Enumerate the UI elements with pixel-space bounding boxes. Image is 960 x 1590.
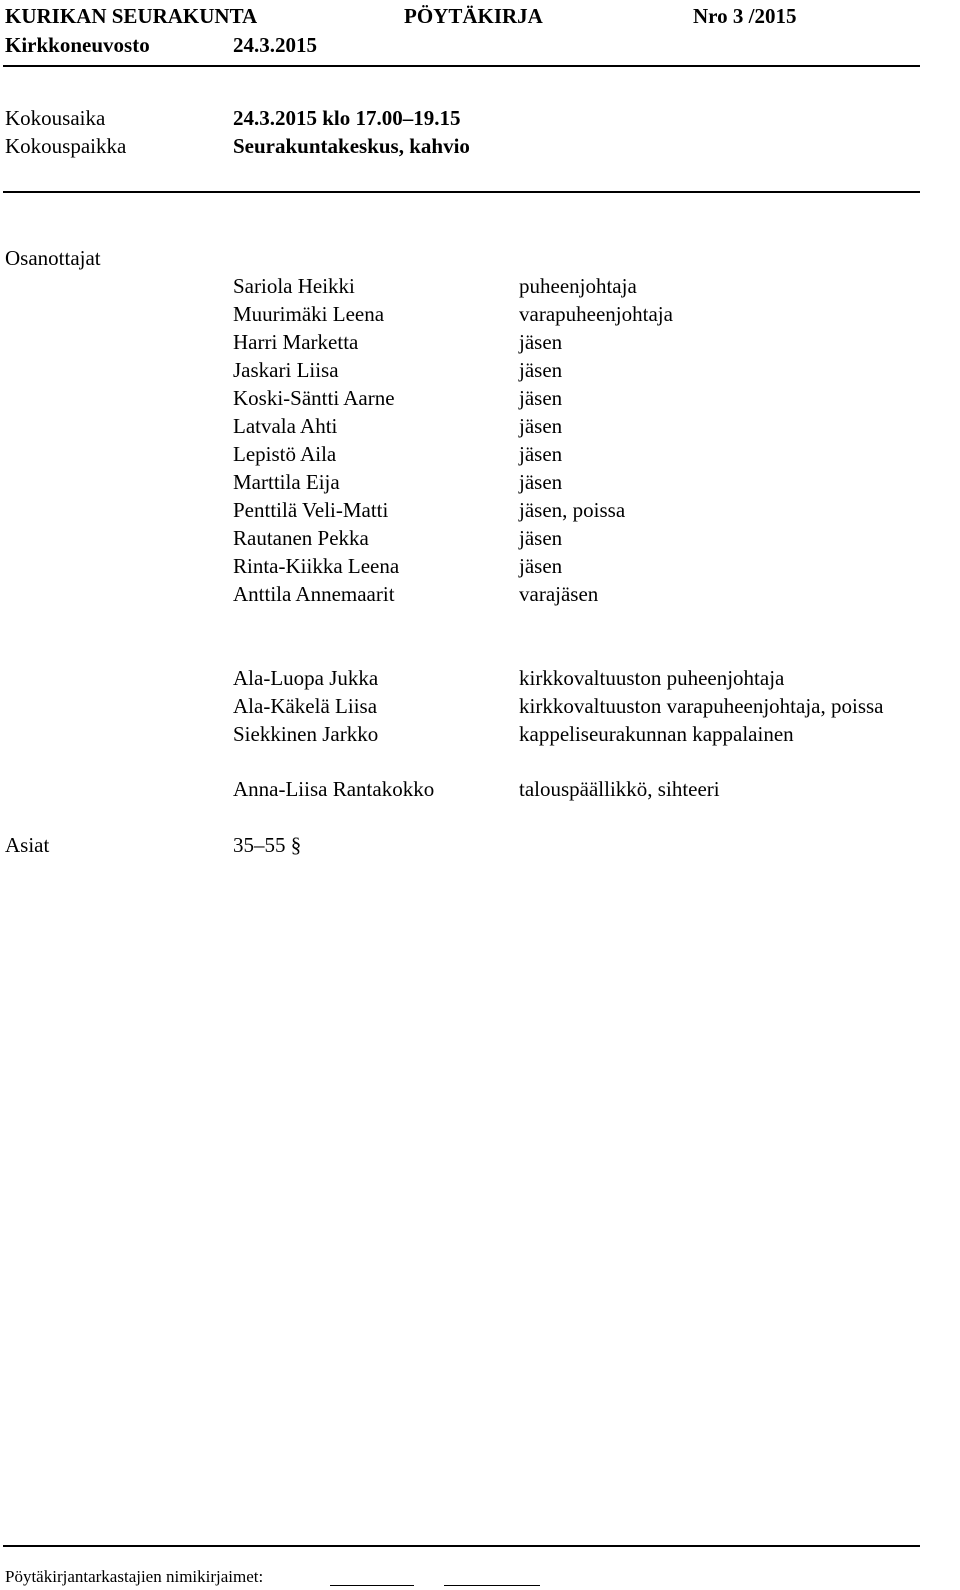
member-role: jäsen [519, 470, 563, 494]
matters-value: 35–55 § [233, 833, 302, 857]
member-name: Marttila Eija [233, 470, 340, 494]
member-role: jäsen [519, 554, 563, 578]
member-role: puheenjohtaja [519, 274, 637, 298]
member-name: Rautanen Pekka [233, 526, 369, 550]
org-name: KURIKAN SEURAKUNTA [5, 4, 258, 28]
other-role: kirkkovaltuuston varapuheenjohtaja, poissa [519, 694, 884, 718]
member-name: Latvala Ahti [233, 414, 338, 438]
member-name: Muurimäki Leena [233, 302, 385, 326]
member-role: jäsen [519, 386, 563, 410]
doc-type: PÖYTÄKIRJA [404, 4, 543, 28]
body-name: Kirkkoneuvosto [5, 33, 150, 57]
member-name: Lepistö Aila [233, 442, 337, 466]
signature-line-1 [330, 1585, 414, 1586]
other-name: Ala-Käkelä Liisa [233, 694, 378, 718]
member-role: jäsen [519, 358, 563, 382]
secretary-name: Anna-Liisa Rantakokko [233, 777, 435, 801]
member-name: Koski-Säntti Aarne [233, 386, 395, 410]
other-role: kappeliseurakunnan kappalainen [519, 722, 794, 746]
meeting-place-label: Kokouspaikka [5, 134, 127, 158]
meeting-time-label: Kokousaika [5, 106, 106, 130]
other-name: Ala-Luopa Jukka [233, 666, 379, 690]
member-role: jäsen [519, 330, 563, 354]
signature-label: Pöytäkirjantarkastajien nimikirjaimet: [5, 1567, 264, 1586]
member-name: Penttilä Veli-Matti [233, 498, 389, 522]
meeting-place-value: Seurakuntakeskus, kahvio [233, 134, 470, 158]
header-date: 24.3.2015 [233, 33, 317, 57]
member-role: jäsen [519, 442, 563, 466]
header-rule [3, 65, 920, 67]
member-role: jäsen, poissa [519, 498, 626, 522]
member-name: Sariola Heikki [233, 274, 355, 298]
member-name: Jaskari Liisa [233, 358, 339, 382]
other-name: Siekkinen Jarkko [233, 722, 379, 746]
member-role: varapuheenjohtaja [519, 302, 673, 326]
footer-rule [3, 1545, 920, 1547]
meeting-rule [3, 191, 920, 193]
matters-label: Asiat [5, 833, 50, 857]
member-name: Anttila Annemaarit [233, 582, 395, 606]
other-role: kirkkovaltuuston puheenjohtaja [519, 666, 785, 690]
signature-line-2 [444, 1585, 540, 1586]
meeting-time-value: 24.3.2015 klo 17.00–19.15 [233, 106, 461, 130]
doc-number: Nro 3 /2015 [693, 4, 797, 28]
secretary-role: talouspäällikkö, sihteeri [519, 777, 720, 801]
member-role: varajäsen [519, 582, 599, 606]
member-name: Rinta-Kiikka Leena [233, 554, 400, 578]
member-role: jäsen [519, 414, 563, 438]
member-name: Harri Marketta [233, 330, 359, 354]
member-role: jäsen [519, 526, 563, 550]
attendees-label: Osanottajat [5, 246, 101, 270]
